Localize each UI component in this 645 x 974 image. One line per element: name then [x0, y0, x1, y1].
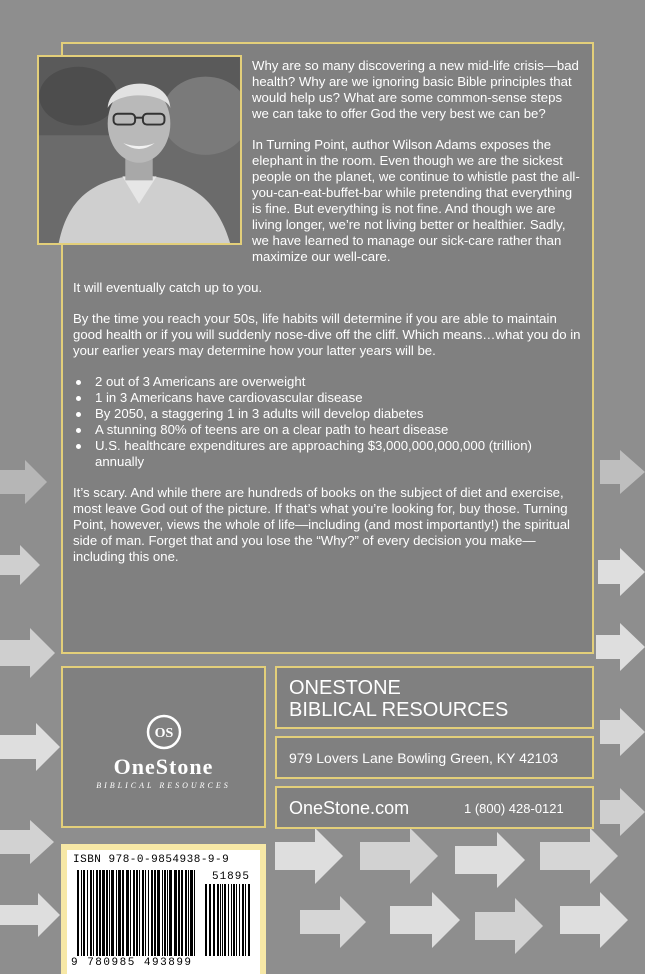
barcode-addon-bar: [224, 884, 226, 956]
author-portrait-icon: [39, 57, 240, 243]
barcode-addon-bar: [213, 884, 215, 956]
publisher-logo-box: [61, 666, 266, 828]
barcode-bar: [106, 870, 108, 956]
barcode-bar: [83, 870, 85, 956]
barcode-bar: [126, 870, 129, 956]
barcode-bar: [190, 870, 193, 956]
logo-tagline: BIBLICAL RESOURCES: [96, 781, 231, 790]
barcode-addon-bar: [220, 884, 221, 956]
barcode-bar: [136, 870, 138, 956]
statistics-list: [73, 374, 582, 470]
barcode-bar: [116, 870, 117, 956]
isbn-text: ISBN 978-0-9854938-9-9: [73, 854, 230, 866]
statistic-item: 1 in 3 Americans have cardiovascular disease: [93, 390, 582, 406]
barcode-digits: 9 780985 493899: [71, 957, 193, 969]
barcode-bar: [118, 870, 121, 956]
phone-number: 1 (800) 428-0121: [464, 801, 564, 816]
barcode-bar: [148, 870, 149, 956]
barcode-bar: [93, 870, 94, 956]
description-paragraph: Why are so many discovering a new mid-life crisis—bad health? Why are we ignoring basic Bible principles that would help us? What are some common-sense steps we can take to offer God the very best we can be?: [252, 58, 579, 121]
address-text: 979 Lovers Lane Bowling Green, KY 42103: [289, 750, 559, 766]
barcode-addon-bar: [209, 884, 211, 956]
barcode-bar: [87, 870, 88, 956]
statistic-item: A stunning 80% of teens are on a clear path to heart disease: [93, 422, 582, 438]
barcode-bar: [178, 870, 180, 956]
description-paragraph: By the time you reach your 50s, life habits will determine if you are able to maintain good health or if you will suddenly nose-dive off the cliff. Which means…what you do in your earlier years may determine how your latter years will be.: [73, 311, 581, 358]
barcode-addon-bar: [222, 884, 223, 956]
price-code: 51895: [211, 871, 250, 883]
statistic-item: 2 out of 3 Americans are overweight: [93, 374, 582, 390]
barcode-bar: [139, 870, 140, 956]
author-portrait-image: [37, 55, 242, 245]
statistic-item: U.S. healthcare expenditures are approaching $3,000,000,000,000 (trillion) annually: [93, 438, 582, 470]
barcode-bar: [90, 870, 92, 956]
barcode-bar: [111, 870, 114, 956]
barcode-addon-bar: [248, 884, 250, 956]
description-panel: [61, 42, 594, 654]
barcode-bar: [188, 870, 189, 956]
barcode-bar: [99, 870, 101, 956]
barcode-bar: [102, 870, 105, 956]
barcode-bar: [194, 870, 195, 956]
barcode-addon-bar: [228, 884, 229, 956]
publisher-name-line2: BIBLICAL RESOURCES: [289, 699, 509, 721]
barcode-bar: [145, 870, 146, 956]
publisher-name-line1: ONESTONE: [289, 677, 401, 699]
barcode-addon-bar: [245, 884, 246, 956]
barcode-bar: [154, 870, 156, 956]
publisher-address: [275, 736, 594, 779]
barcode-bar: [164, 870, 166, 956]
barcode-addon-bar: [217, 884, 219, 956]
barcode-addon-bar: [205, 884, 207, 956]
barcode-bar: [122, 870, 124, 956]
barcode-addon-bar: [242, 884, 244, 956]
logo-mark: OS: [154, 726, 173, 741]
description-paragraph: In Turning Point, author Wilson Adams exposes the elephant in the room. Even though we are the sickest people on the planet, we continue to whistle past the all-you-can-eat-buffet-bar while pretending that everything is fine. But everything is not fine. And though we are living longer, we’re not living better or healthier. Sadly, we have learned to manage our sick-care rather than maximize our well-care.: [252, 137, 580, 264]
barcode-addon-bar: [233, 884, 235, 956]
barcode-bar: [96, 870, 98, 956]
barcode-bar: [109, 870, 110, 956]
description-paragraph: It will eventually catch up to you.: [73, 280, 263, 295]
barcode-bar: [81, 870, 82, 956]
barcode-bar: [130, 870, 131, 956]
barcode-addon-bar: [231, 884, 232, 956]
barcode-addon-bar: [236, 884, 237, 956]
closing-paragraph: It’s scary. And while there are hundreds of books on the subject of diet and exercise, most leave God out of the picture. If that’s what you’re looking for, buy those. Turning Point, however, views the whole of life—including (and most importantly!) the spiritual side of man. Forget that and you lose the “Why?” of every decision you make—including this one.: [73, 485, 570, 564]
barcode-bar: [174, 870, 177, 956]
barcode-bar: [151, 870, 153, 956]
barcode-addon-bar: [239, 884, 240, 956]
barcode-bar: [185, 870, 187, 956]
isbn-barcode: [67, 850, 260, 974]
barcode-bar: [133, 870, 135, 956]
barcode-bar: [142, 870, 144, 956]
barcode-bar: [162, 870, 163, 956]
publisher-contact: [275, 786, 594, 829]
barcode-bar: [77, 870, 79, 956]
barcode-bar: [169, 870, 172, 956]
publisher-name: [275, 666, 594, 729]
logo-name: OneStone: [113, 754, 214, 779]
statistic-item: By 2050, a staggering 1 in 3 adults will develop diabetes: [93, 406, 582, 422]
barcode-bar: [157, 870, 160, 956]
barcode-bar: [167, 870, 168, 956]
website-link[interactable]: OneStone.com: [289, 798, 410, 818]
onestone-emblem-icon: [146, 714, 182, 750]
barcode-bars: [77, 870, 253, 958]
barcode-frame: [61, 844, 266, 974]
barcode-bar: [181, 870, 183, 956]
